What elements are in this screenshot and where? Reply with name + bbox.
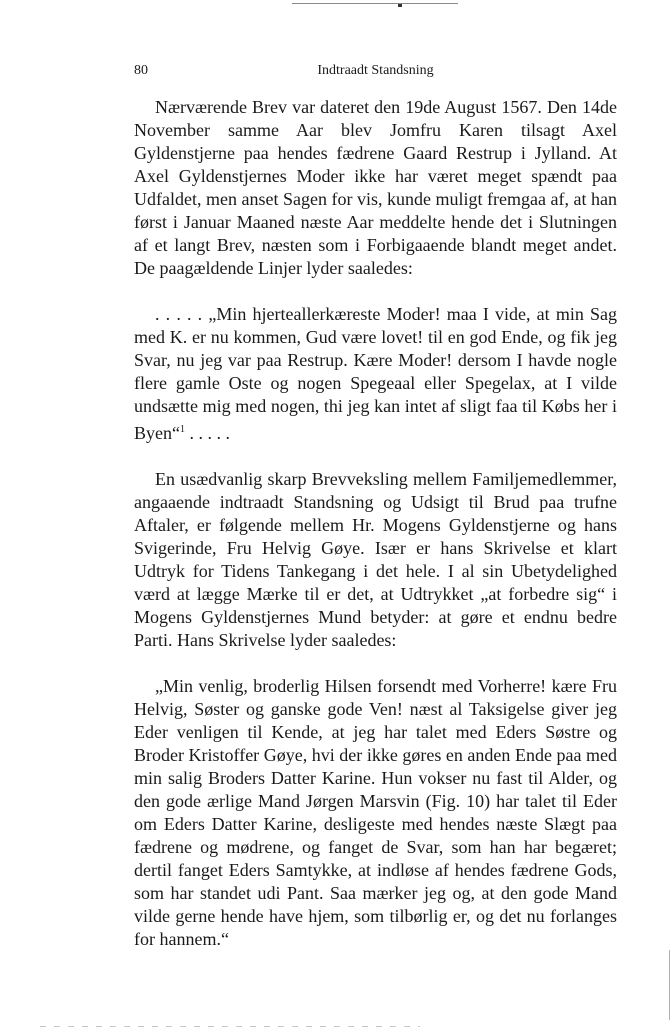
paragraph-1: Nærværende Brev var dateret den 19de August 1567. Den 14de November samme Aar blev Jomfru Karen tilsagt Axel Gyldenstjerne paa hendes fædrene Gaard Restrup i Jylland. At Axel Gyldenstjernes Moder ikke har været meget spændt paa Udfaldet, men anset Sagen for vis, kunde muligt fremgaa af, at han først i Januar Maaned næste Aar meddelte hende det i Slutningen af et langt Brev, næsten som i Forbigaaende blandt meget andet. De paagældende Linjer lyder saaledes:	[134, 97, 617, 278]
quote-text: „Min hjerteallerkæreste Moder! maa I vide, at min Sag med K. er nu kommen, Gud være lovet! til en god Ende, og fik jeg Svar, nu jeg var paa Restrup. Kære Moder! dersom I havde nogle flere gamle Oste og nogen Spegeaal eller Spegelax, at I vilde undsætte mig med nogen, thi jeg kan intet af sligt faa til Købs her i Byen“	[134, 304, 618, 443]
paragraph-2-letter-quote	[134, 303, 617, 445]
right-edge-shadow	[669, 950, 670, 1020]
paragraph-4-letter-quote: „Min venlig, broderlig Hilsen forsendt med Vorherre! kære Fru Helvig, Søster og ganske gode Ven! næst al Taksigelse giver jeg Eder venligen til Kende, at jeg har talet med Eders Søstre og Broder Kristoffer Gøye, hvi der ikke gøres en anden Ende paa med min salig Broders Datter Karine. Hun vokser nu fast til Alder, og den gode ærlige Mand Jørgen Marsvin (Fig. 10) har talet til Eder om Eders Datter Karine, desligeste med hendes næste Slægt paa fædrene og mødrene, og fanget de Svar, som han har begæret; dertil fanget Eders Samtykke, at indløse af hendes fædrene Gods, som har standet udi Pant. Saa mærker jeg og, at den gode Mand vilde gerne hende have hjem, som tilbørlig er, og det nu forlanges for hannem.“	[134, 676, 617, 949]
running-title: Indtraadt Standsning	[317, 63, 434, 78]
quote-trail-dots: . . . . .	[184, 423, 230, 443]
page-header	[134, 63, 617, 81]
top-edge-rule	[292, 3, 458, 4]
quote-lead-dots: . . . . .	[155, 304, 209, 324]
footnote-mark: 1	[179, 424, 185, 435]
body-text	[134, 96, 617, 951]
page-number: 80	[134, 63, 148, 78]
paragraph-3: En usædvanlig skarp Brevveksling mellem Familjemedlemmer, angaaende indtraadt Standsning og Udsigt til Brud paa trufne Aftaler, er følgende mellem Hr. Mogens Gyldenstjerne og hans Svigerinde, Fru Helvig Gøye. Især er hans Skrivelse et klart Udtryk for Tidens Tankegang i det hele. I al sin Ubetydelighed værd at lægge Mærke til er det, at Udtrykket „at forbedre sig“ i Mogens Gyldenstjernes Mund betyder: at gøre et endnu bedre Parti. Hans Skrivelse lyder saaledes:	[134, 469, 617, 650]
bottom-edge-specks	[40, 1026, 420, 1027]
top-edge-mark	[398, 4, 402, 7]
